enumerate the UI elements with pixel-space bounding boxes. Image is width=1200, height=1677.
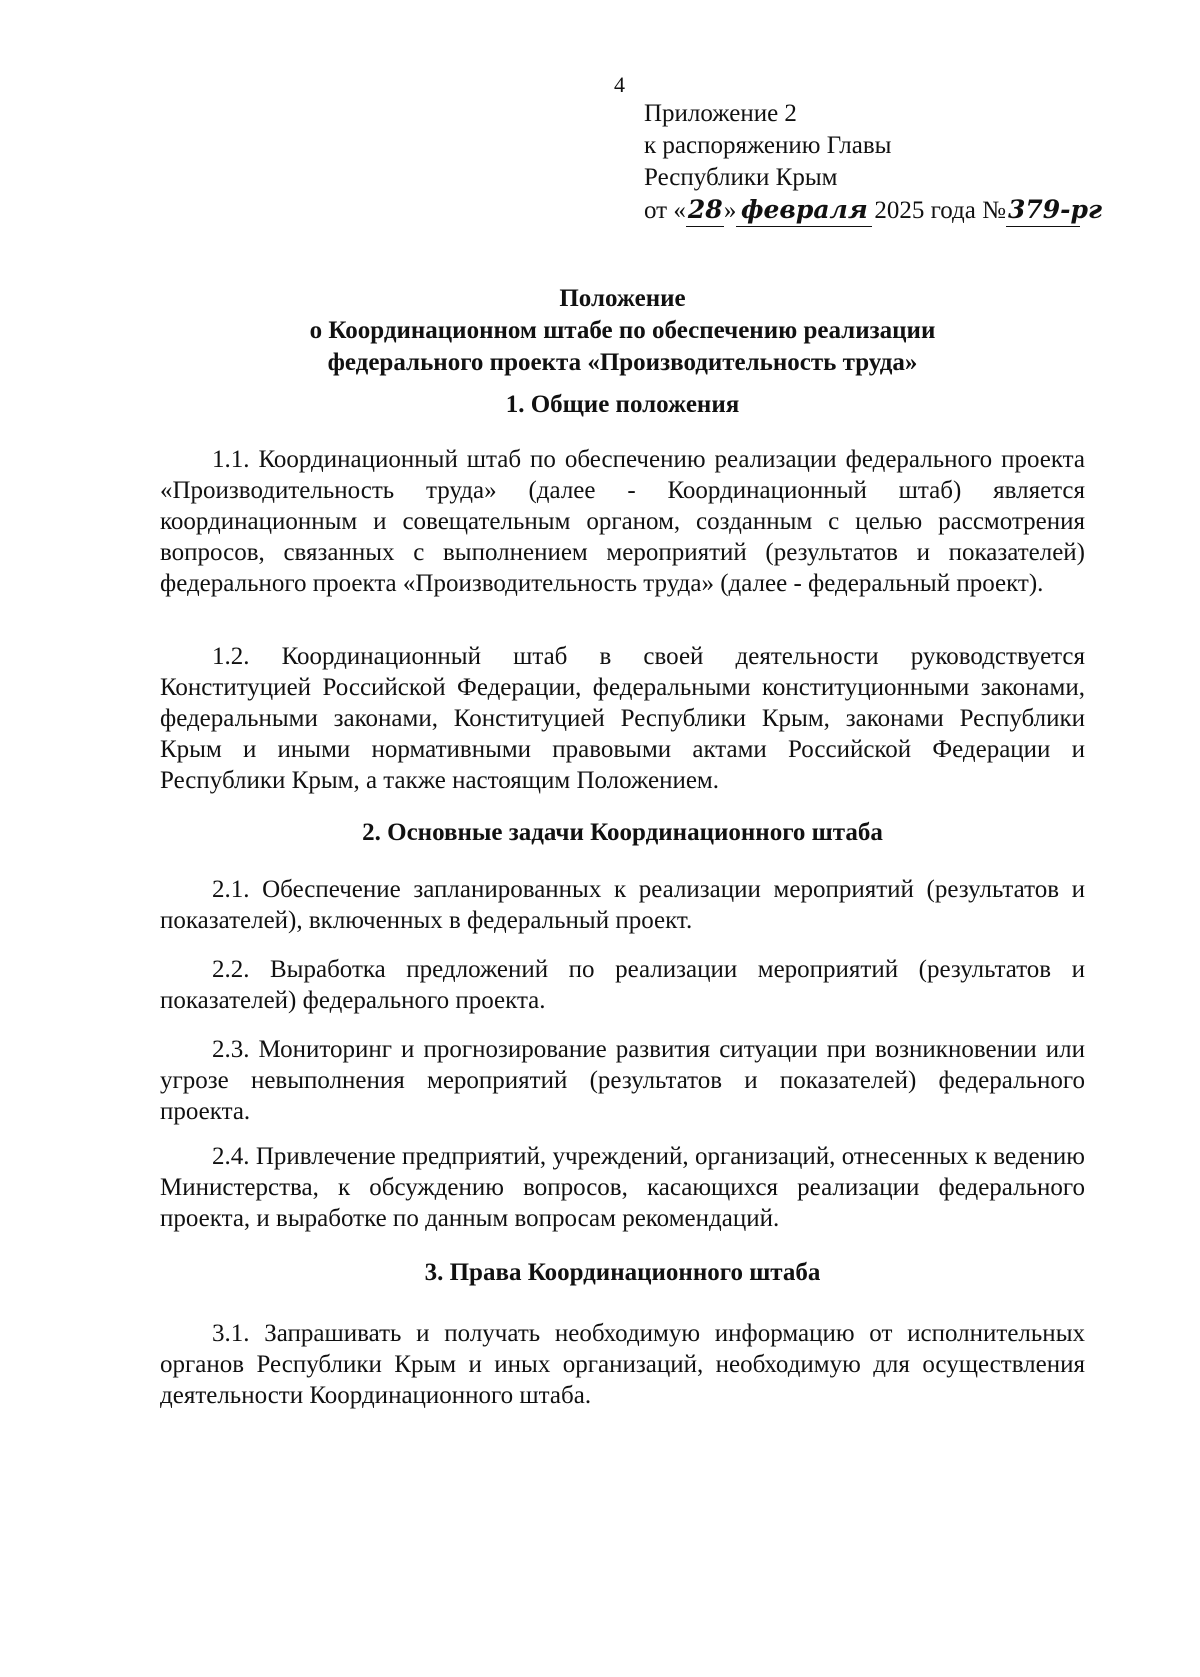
handwritten-doc-number: 379-рг: [1006, 194, 1080, 227]
appendix-block: [644, 98, 1103, 227]
appendix-line-2: к распоряжению Главы: [644, 132, 892, 159]
paragraph-3-1: 3.1. Запрашивать и получать необходимую информацию от исполнительных органов Республики Крым и иных организаций, необходимую для осуществления деятельности Координационного штаба.: [160, 1320, 1085, 1409]
section-heading-3: 3. Права Координационного штаба: [424, 1259, 821, 1286]
appendix-date-line: [644, 194, 1103, 227]
paragraph-2-3: 2.3. Мониторинг и прогнозирование развития ситуации при возникновении или угрозе невыполнения мероприятий (результатов и показателей) федерального проекта.: [160, 1036, 1085, 1125]
title-line-2: о Координационном штабе по обеспечению реализации: [309, 317, 936, 344]
document-title: [160, 283, 1085, 379]
paragraph-2-2: 2.2. Выработка предложений по реализации мероприятий (результатов и показателей) федерального проекта.: [160, 956, 1085, 1014]
date-prefix: от «: [644, 197, 686, 224]
handwritten-month: февраля: [736, 194, 872, 227]
paragraph-1-1: 1.1. Координационный штаб по обеспечению реализации федерального проекта «Производительность труда» (далее - Координационный штаб) является координационным и совещательным органом, созданным с целью рассмотрения вопросов, связанных с выполнением мероприятий (результатов и показателей) федерального проекта «Производительность труда» (далее - федеральный проект).: [160, 446, 1085, 597]
date-mid: »: [723, 197, 737, 224]
page-number: 4: [614, 72, 625, 97]
appendix-line-3: Республики Крым: [644, 164, 838, 191]
title-line-1: Положение: [559, 285, 686, 312]
paragraph-2-1: 2.1. Обеспечение запланированных к реализации мероприятий (результатов и показателей), включенных в федеральный проект.: [160, 876, 1085, 934]
section-heading-2: 2. Основные задачи Координационного штаба: [362, 819, 883, 846]
paragraph-1-2: 1.2. Координационный штаб в своей деятельности руководствуется Конституцией Российской Федерации, федеральными конституционными законами, федеральными законами, Конституцией Республики Крым, законами Республики Крым и иными нормативными правовыми актами Российской Федерации и Республики Крым, а также настоящим Положением.: [160, 643, 1085, 794]
title-line-3: федерального проекта «Производительность труда»: [327, 349, 918, 376]
paragraph-2-4: 2.4. Привлечение предприятий, учреждений, организаций, отнесенных к ведению Министерства, к обсуждению вопросов, касающихся реализации федерального проекта, и выработке по данным вопросам рекомендаций.: [160, 1143, 1085, 1232]
appendix-line-1: Приложение 2: [644, 100, 797, 127]
handwritten-day: 28: [686, 194, 724, 227]
date-year: 2025 года №: [874, 197, 1006, 224]
section-heading-1: 1. Общие положения: [505, 391, 740, 418]
